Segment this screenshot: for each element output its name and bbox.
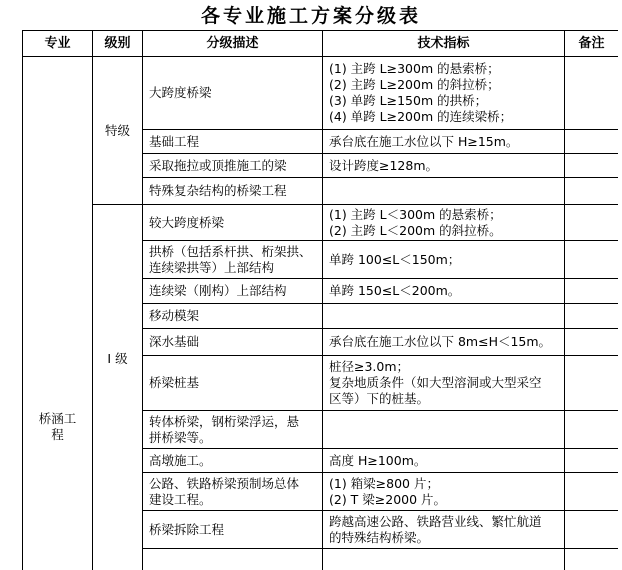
spec-cell [323,304,565,329]
description-line: 公路、铁路桥梁预制场总体 [149,476,316,492]
spec-cell [323,57,565,130]
remarks-cell [565,549,619,570]
spec-line: (2) T 梁≥2000 片。 [329,492,558,508]
spec-line: 区等）下的桩基。 [329,391,558,407]
page-title: 各专业施工方案分级表 [0,2,622,30]
spec-cell [323,356,565,411]
description-line: 拱桥（包括系杆拱、桁架拱、 [149,244,316,260]
description-line: 深水基础 [149,334,316,350]
description-line: 桥梁桩基 [149,375,316,391]
grading-table [22,30,618,570]
spec-cell [323,130,565,154]
spec-cell [323,205,565,241]
description-cell [143,511,323,549]
remarks-cell [565,279,619,304]
header-level: 级别 [93,31,143,57]
remarks-cell [565,449,619,473]
description-line: 特殊复杂结构的桥梁工程 [149,183,316,199]
spec-line: 承台底在施工水位以下 H≥15m。 [329,134,558,150]
spec-cell [323,329,565,356]
spec-line: (1) 主跨 L≥300m 的悬索桥； [329,61,558,77]
spec-line: 跨越高速公路、铁路营业线、繁忙航道 [329,514,558,530]
description-line: 高墩施工。 [149,453,316,469]
header-remarks: 备注 [565,31,619,57]
description-cell [143,329,323,356]
table-row [23,205,619,241]
remarks-cell [565,511,619,549]
spec-line: 高度 H≥100m。 [329,453,558,469]
remarks-cell [565,57,619,130]
header-technical-index: 技术指标 [323,31,565,57]
remarks-cell [565,241,619,279]
spec-line: (2) 主跨 L≥200m 的斜拉桥； [329,77,558,93]
description-line: 建设工程。 [149,492,316,508]
level-special-cell [93,57,143,205]
spec-line: (1) 主跨 L＜300m 的悬索桥； [329,207,558,223]
grading-table-container [22,30,618,570]
spec-line: (1) 箱梁≥800 片； [329,476,558,492]
description-line: 转体桥梁，钢桁梁浮运，悬 [149,414,316,430]
description-line: 移动模架 [149,308,316,324]
spec-line: 的特殊结构桥梁。 [329,530,558,546]
description-line: 连续梁（刚构）上部结构 [149,283,316,299]
level-special-label: 特级 [105,123,130,138]
description-cell [143,549,323,570]
description-cell [143,411,323,449]
description-cell [143,154,323,178]
description-cell [143,356,323,411]
spec-cell [323,473,565,511]
spec-line: 单跨 100≤L＜150m； [329,252,558,268]
spec-cell [323,449,565,473]
description-cell [143,473,323,511]
description-line: 拼桥梁等。 [149,430,316,446]
table-row [23,57,619,130]
spec-cell [323,241,565,279]
remarks-cell [565,304,619,329]
spec-line: 单跨 150≤L＜200m。 [329,283,558,299]
description-line: 大跨度桥梁 [149,85,316,101]
spec-line: 复杂地质条件（如大型溶洞或大型采空 [329,375,558,391]
remarks-cell [565,356,619,411]
description-cell [143,279,323,304]
spec-line: (3) 单跨 L≥150m 的拱桥； [329,93,558,109]
description-cell [143,178,323,205]
description-line: 较大跨度桥梁 [149,215,316,231]
remarks-cell [565,473,619,511]
level-1-cell [93,205,143,570]
spec-line: 设计跨度≥128m。 [329,158,558,174]
spec-cell [323,411,565,449]
description-cell [143,57,323,130]
remarks-cell [565,205,619,241]
spec-cell [323,511,565,549]
description-line: 采取拖拉或顶推施工的梁 [149,158,316,174]
header-row [23,31,619,57]
level-1-label: I 级 [107,351,127,366]
description-cell [143,205,323,241]
header-major: 专业 [23,31,93,57]
description-line: 桥梁拆除工程 [149,522,316,538]
remarks-cell [565,154,619,178]
spec-line: 桩径≥3.0m； [329,359,558,375]
spec-line: 承台底在施工水位以下 8m≤H＜15m。 [329,334,558,350]
spec-cell [323,279,565,304]
remarks-cell [565,329,619,356]
description-line: 连续梁拱等）上部结构 [149,260,316,276]
major-label: 桥涵工程 [39,411,77,443]
major-cell [23,57,93,570]
description-cell [143,304,323,329]
spec-cell [323,154,565,178]
spec-line: (4) 单跨 L≥200m 的连续梁桥； [329,109,558,125]
spec-line: (2) 主跨 L＜200m 的斜拉桥。 [329,223,558,239]
description-cell [143,449,323,473]
header-description: 分级描述 [143,31,323,57]
remarks-cell [565,130,619,154]
description-line: 基础工程 [149,134,316,150]
spec-cell [323,549,565,570]
description-cell [143,241,323,279]
remarks-cell [565,411,619,449]
remarks-cell [565,178,619,205]
spec-cell [323,178,565,205]
description-cell [143,130,323,154]
